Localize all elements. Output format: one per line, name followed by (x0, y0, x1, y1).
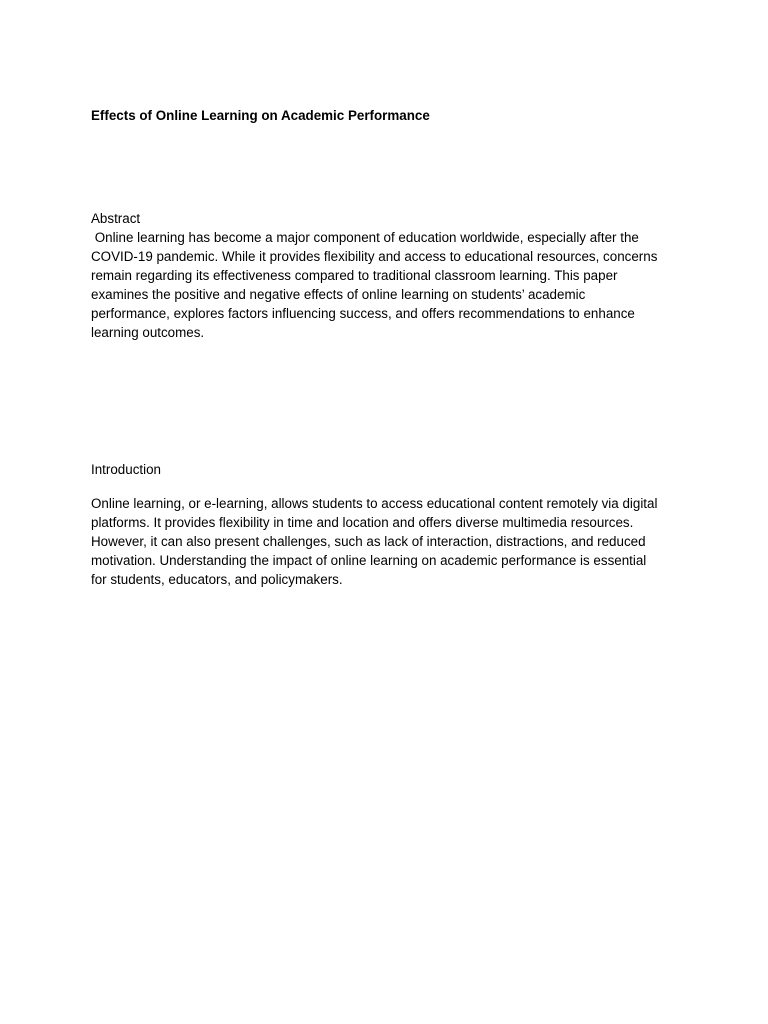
introduction-line: Online learning, or e-learning, allows students to access educational content remotely via digital (91, 496, 658, 511)
abstract-paragraph (91, 229, 691, 342)
introduction-line: motivation. Understanding the impact of online learning on academic performance is essential (91, 552, 647, 568)
abstract-line: Online learning has become a major component of education worldwide, especially after the (91, 230, 639, 245)
introduction-line: for students, educators, and policymakers. (91, 571, 343, 587)
introduction-line: However, it can also present challenges, such as lack of interaction, distractions, and reduced (91, 533, 646, 549)
abstract-line: COVID-19 pandemic. While it provides flexibility and access to educational resources, concerns (91, 248, 658, 264)
abstract-line: performance, explores factors influencing success, and offers recommendations to enhance (91, 305, 635, 321)
abstract-heading: Abstract (91, 211, 141, 226)
abstract-line: learning outcomes. (91, 324, 205, 340)
abstract-line: examines the positive and negative effects of online learning on students’ academic (91, 286, 586, 302)
document-title: Effects of Online Learning on Academic Performance (91, 108, 430, 123)
introduction-line: platforms. It provides flexibility in time and location and offers diverse multimedia resources. (91, 514, 634, 530)
abstract-line: remain regarding its effectiveness compared to traditional classroom learning. This paper (91, 267, 618, 283)
introduction-heading: Introduction (91, 462, 161, 477)
introduction-paragraph (91, 495, 691, 590)
